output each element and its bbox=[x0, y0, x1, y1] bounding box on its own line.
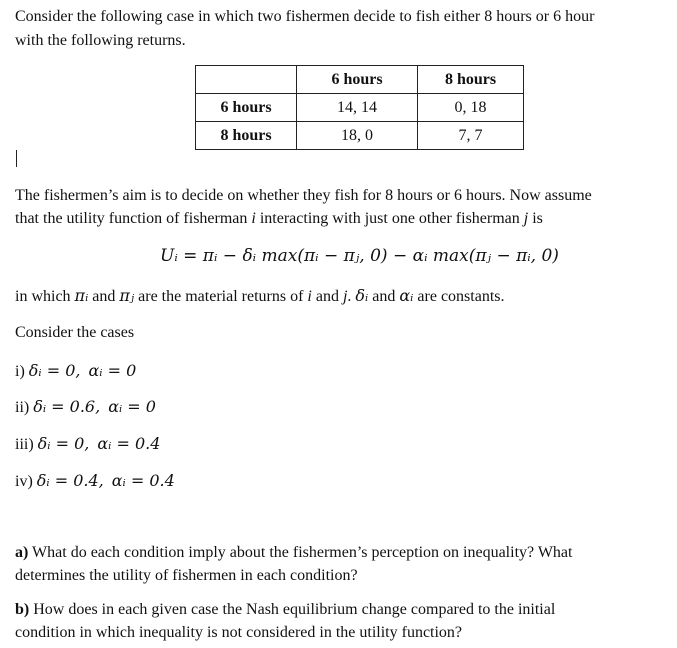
aim-text: is bbox=[528, 210, 543, 227]
pi-i: πᵢ bbox=[74, 286, 89, 305]
question-b-label: b) bbox=[15, 601, 30, 618]
col-header-8-hours: 8 hours bbox=[418, 66, 524, 94]
case-alpha: αᵢ = 0 bbox=[88, 361, 137, 380]
payoff-row-6-hours bbox=[196, 94, 524, 122]
question-a-line-2: determines the utility of fishermen in each condition? bbox=[15, 567, 358, 584]
case-item bbox=[15, 396, 156, 419]
case-label: i) bbox=[15, 363, 29, 380]
var-j: j bbox=[523, 210, 529, 227]
question-a-line-1 bbox=[15, 542, 572, 564]
payoff-corner-cell bbox=[196, 66, 297, 94]
aim-line-1: The fishermen’s aim is to decide on whether they fish for 8 hours or 6 hours. Now assume bbox=[15, 187, 592, 204]
question-a-label: a) bbox=[15, 544, 29, 561]
payoff-header-row bbox=[196, 66, 524, 94]
case-label: ii) bbox=[15, 399, 34, 416]
case-alpha: αᵢ = 0.4 bbox=[111, 471, 175, 490]
payoff-cell: 18, 0 bbox=[297, 122, 418, 150]
case-item bbox=[15, 470, 175, 493]
definition-text: are the material returns of bbox=[134, 288, 308, 305]
intro-line-2: with the following returns. bbox=[15, 32, 186, 49]
payoff-table bbox=[195, 65, 524, 150]
definition-text: . bbox=[347, 288, 356, 305]
case-label: iv) bbox=[15, 473, 37, 490]
case-alpha: αᵢ = 0 bbox=[108, 397, 156, 416]
alpha-i: αᵢ bbox=[399, 286, 414, 305]
cases-heading: Consider the cases bbox=[15, 324, 135, 341]
utility-equation: Uᵢ = πᵢ − δᵢ max(πᵢ − πⱼ, 0) − αᵢ max(πⱼ − πᵢ, 0) bbox=[160, 246, 559, 266]
case-delta: δᵢ = 0, bbox=[37, 434, 90, 453]
col-header-6-hours: 6 hours bbox=[297, 66, 418, 94]
case-item bbox=[15, 360, 136, 383]
aim-text: interacting with just one other fisherman bbox=[255, 210, 524, 227]
definition-text: and bbox=[311, 288, 343, 305]
question-b-text: How does in each given case the Nash equilibrium change compared to the initial bbox=[29, 601, 556, 618]
case-label: iii) bbox=[15, 436, 38, 453]
payoff-cell: 0, 18 bbox=[418, 94, 524, 122]
delta-i: δᵢ bbox=[355, 286, 369, 305]
case-item bbox=[15, 433, 160, 456]
question-a-text: What do each condition imply about the fishermen’s perception on inequality? What bbox=[28, 544, 573, 561]
pi-j: πⱼ bbox=[119, 286, 135, 305]
definition-text: are constants. bbox=[413, 288, 505, 305]
row-header-8-hours: 8 hours bbox=[196, 122, 297, 150]
definition-text: in which bbox=[15, 288, 75, 305]
var-j: j bbox=[342, 288, 348, 305]
definition-text: and bbox=[88, 288, 120, 305]
aim-text: that the utility function of fisherman bbox=[15, 210, 252, 227]
row-header-6-hours: 6 hours bbox=[196, 94, 297, 122]
definition-text: and bbox=[368, 288, 400, 305]
case-delta: δᵢ = 0.4, bbox=[36, 471, 104, 490]
var-i: i bbox=[251, 210, 256, 227]
case-delta: δᵢ = 0.6, bbox=[33, 397, 101, 416]
var-i: i bbox=[307, 288, 312, 305]
case-alpha: αᵢ = 0.4 bbox=[97, 434, 161, 453]
intro-line-1: Consider the following case in which two fishermen decide to fish either 8 hours or 6 hour bbox=[15, 8, 595, 25]
question-b-line-1 bbox=[15, 599, 555, 621]
text-cursor bbox=[16, 150, 17, 167]
payoff-cell: 14, 14 bbox=[297, 94, 418, 122]
definition-line bbox=[15, 285, 504, 308]
question-b-line-2: condition in which inequality is not considered in the utility function? bbox=[15, 624, 463, 641]
aim-line-2 bbox=[15, 208, 543, 230]
payoff-cell: 7, 7 bbox=[418, 122, 524, 150]
payoff-row-8-hours bbox=[196, 122, 524, 150]
case-delta: δᵢ = 0, bbox=[28, 361, 81, 380]
